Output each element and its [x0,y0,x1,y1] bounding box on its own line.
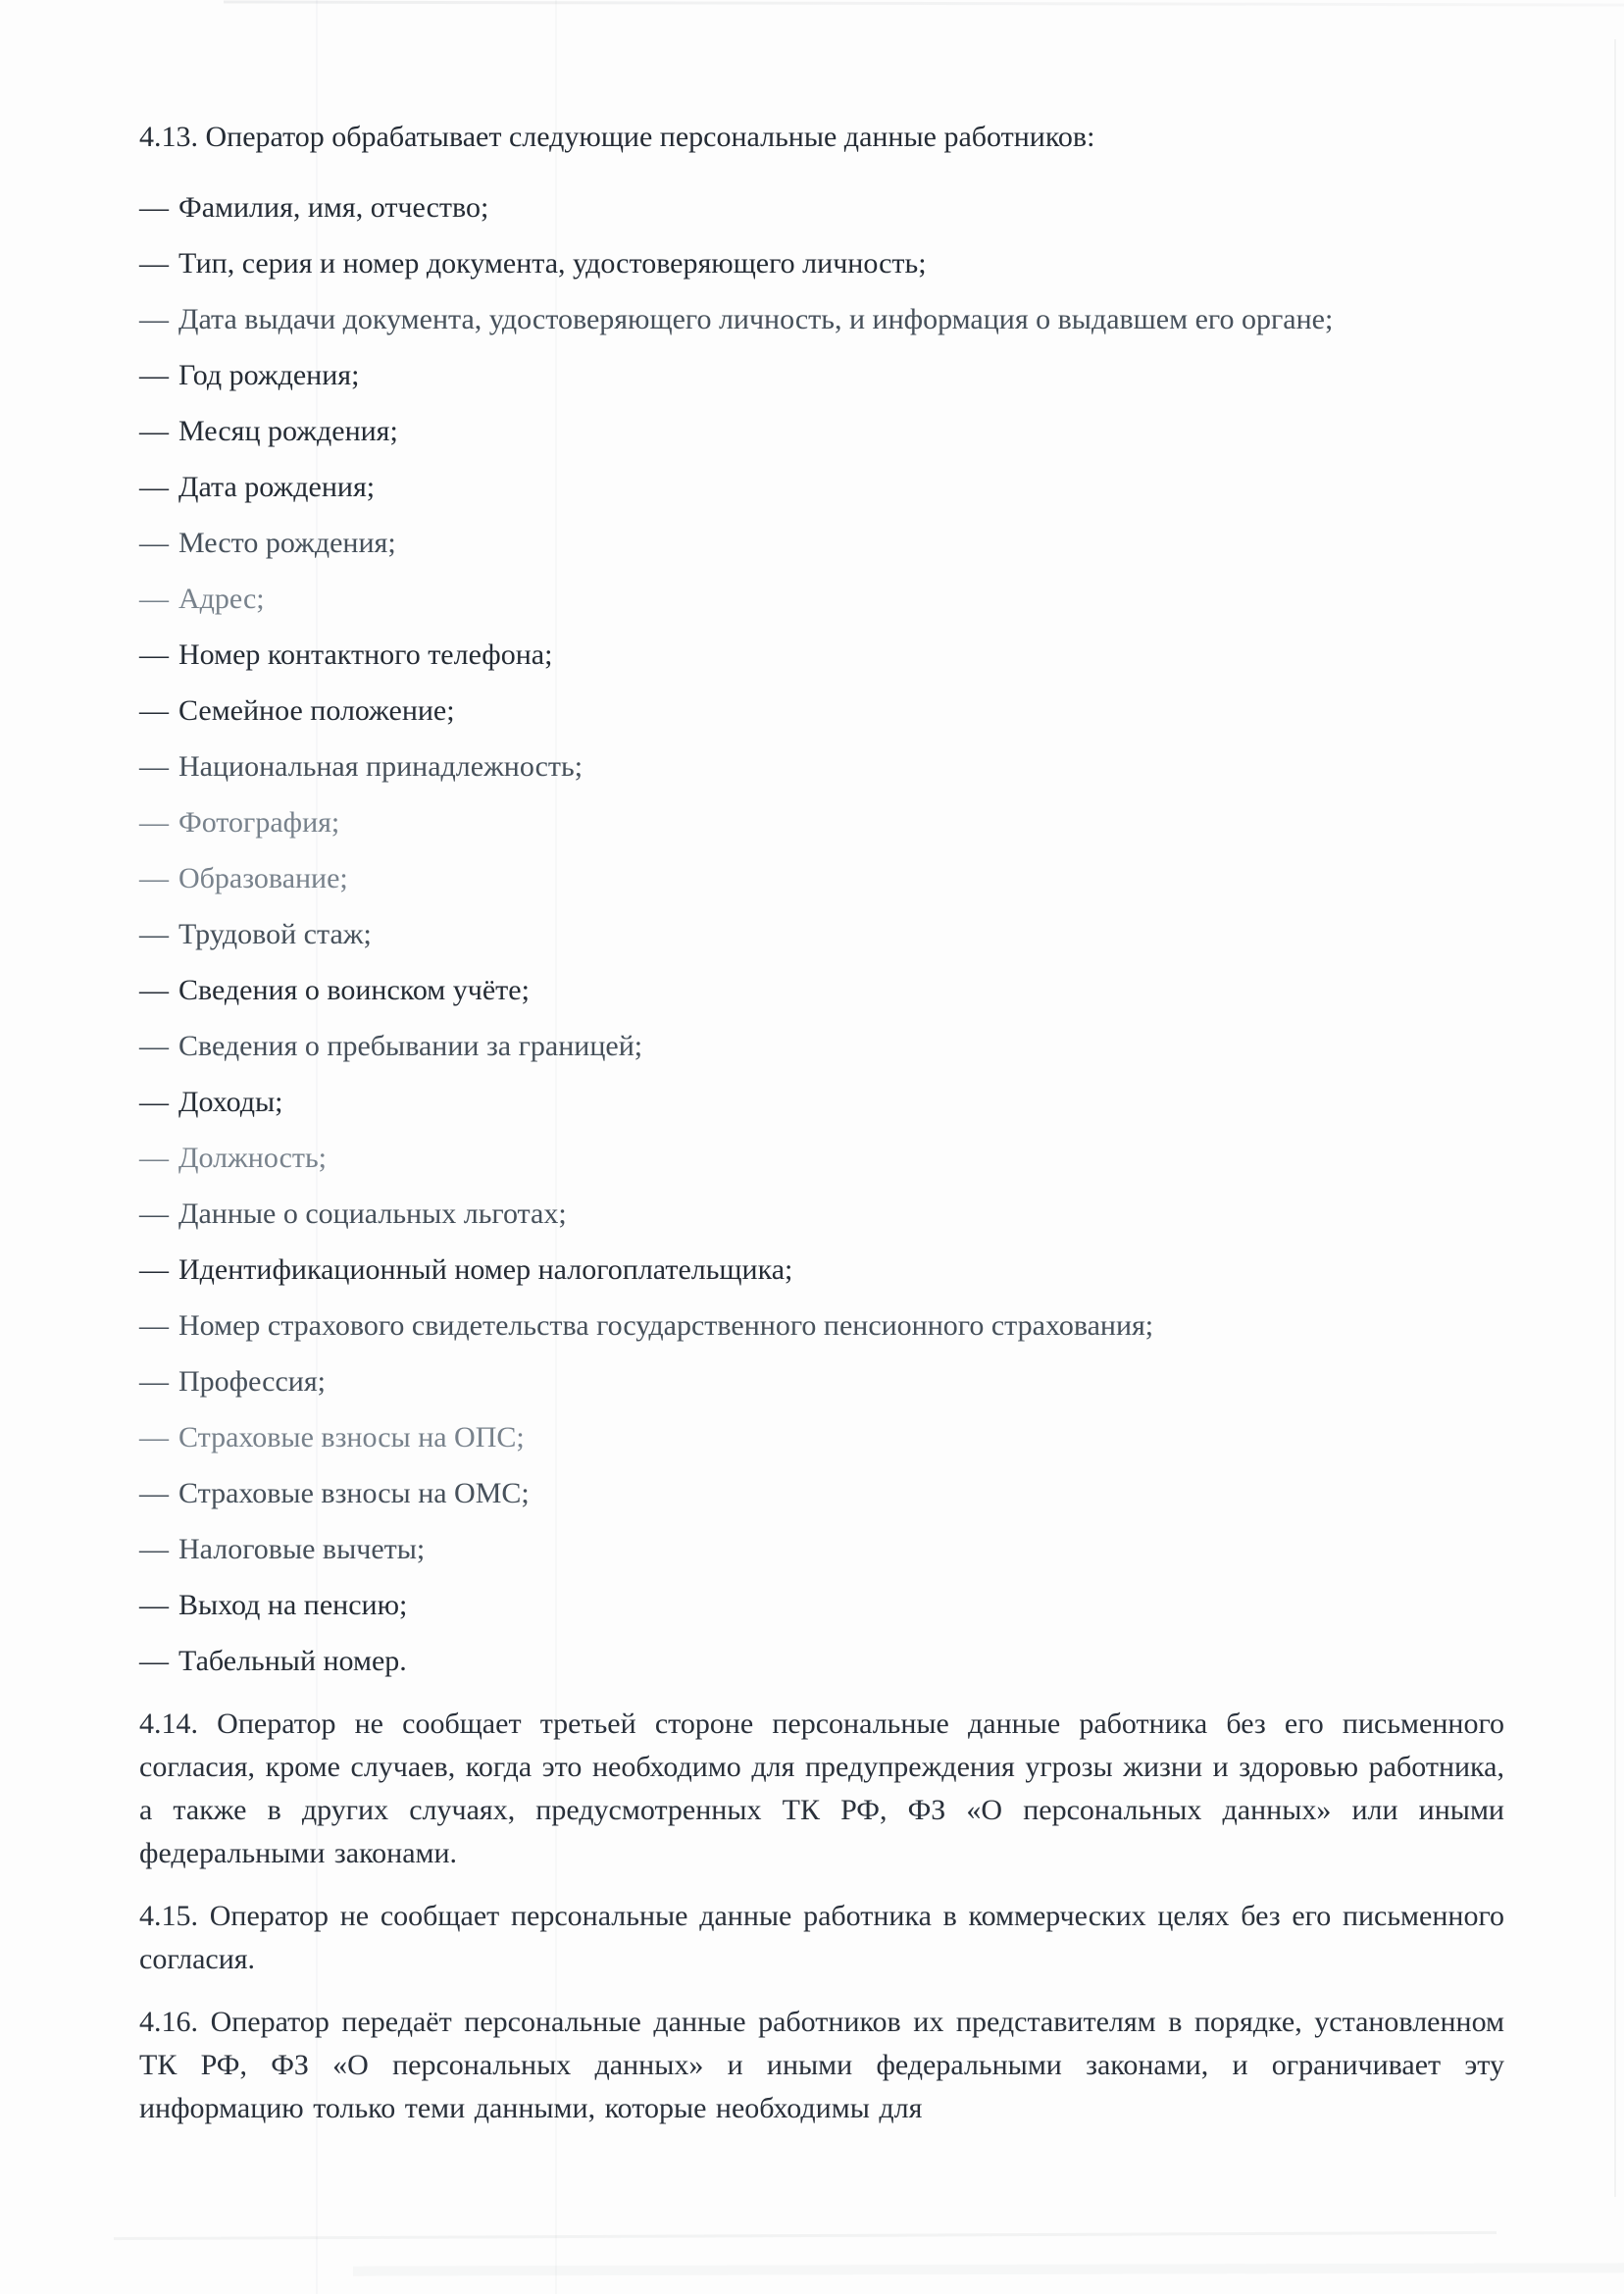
dash-marker: — [139,750,169,783]
scan-artifact-bottom-edge [114,2231,1497,2240]
list-item-text: Выход на пенсию; [178,1589,408,1621]
list-item [139,1304,1504,1348]
list-item-text: Номер страхового свидетельства государственного пенсионного страхования; [178,1309,1154,1342]
list-item-text: Место рождения; [178,527,396,559]
dash-marker: — [139,1533,169,1565]
list-item [139,578,1504,621]
list-item [139,466,1504,509]
clause-text: Оператор передаёт персональные данные работников их представителям в порядке, установленном ТК РФ, ФЗ «О персональных данных» и иными федеральными законами, и ограничивает эту информацию только теми данными, которые необходимы для [139,2006,1505,2124]
dash-marker: — [139,583,169,615]
clause-4-15 [139,1895,1504,1981]
list-item [139,354,1504,397]
clause-number: 4.13. [139,121,198,153]
list-item-text: Номер контактного телефона; [178,638,553,671]
clause-number: 4.14. [139,1708,198,1740]
list-item-text: Сведения о пребывании за границей; [178,1030,643,1062]
list-item [139,1584,1504,1627]
dash-marker: — [139,638,169,671]
list-item [139,186,1504,229]
dash-marker: — [139,1198,169,1230]
list-item [139,522,1504,565]
list-item-text: Табельный номер. [178,1645,407,1677]
scan-artifact-bottom-edge [353,2263,1624,2275]
clause-number: 4.16. [139,2006,198,2038]
list-item-text: Национальная принадлежность; [178,750,584,783]
dash-marker: — [139,974,169,1006]
scan-artifact-top-edge [224,1,1624,7]
clause-number: 4.15. [139,1900,198,1932]
list-item [139,1640,1504,1683]
dash-marker: — [139,1030,169,1062]
list-item-text: Фамилия, имя, отчество; [178,191,489,224]
list-item [139,634,1504,677]
dash-marker: — [139,1421,169,1453]
list-item [139,1249,1504,1292]
list-item-text: Месяц рождения; [178,415,398,447]
dash-marker: — [139,415,169,447]
list-item [139,801,1504,844]
dash-marker: — [139,1253,169,1286]
list-item-text: Адрес; [178,583,265,615]
list-item [139,745,1504,789]
list-item-text: Идентификационный номер налогоплательщика; [178,1253,793,1286]
list-item [139,410,1504,453]
dash-marker: — [139,918,169,950]
dash-marker: — [139,359,169,391]
dash-marker: — [139,1477,169,1509]
dash-marker: — [139,1142,169,1174]
list-item-text: Профессия; [178,1365,326,1398]
dash-marker: — [139,1645,169,1677]
list-item [139,242,1504,285]
scan-artifact-right-edge [1614,39,1616,2197]
list-item [139,857,1504,900]
list-item [139,1472,1504,1515]
list-item-text: Доходы; [178,1086,283,1118]
list-item-text: Семейное положение; [178,694,455,727]
list-item-text: Фотография; [178,806,340,839]
list-item-text: Страховые взносы на ОМС; [178,1477,530,1509]
clause-4-16 [139,2001,1504,2130]
dash-marker: — [139,1589,169,1621]
dash-marker: — [139,191,169,224]
list-item-text: Год рождения; [178,359,360,391]
dash-marker: — [139,1365,169,1398]
list-item [139,969,1504,1012]
section-4-13-heading [139,116,1504,159]
list-item-text: Тип, серия и номер документа, удостоверяющего личность; [178,247,927,280]
list-item-text: Дата рождения; [178,471,376,503]
list-item [139,913,1504,956]
list-item-text: Сведения о воинском учёте; [178,974,530,1006]
list-item [139,689,1504,733]
list-item [139,1416,1504,1459]
list-item-text: Трудовой стаж; [178,918,372,950]
list-item [139,1081,1504,1124]
clause-text: Оператор обрабатывает следующие персональные данные работников: [205,121,1095,153]
list-item [139,1193,1504,1236]
dash-marker: — [139,694,169,727]
dash-marker: — [139,806,169,839]
dash-marker: — [139,1086,169,1118]
dash-marker: — [139,527,169,559]
dash-marker: — [139,303,169,335]
list-item [139,1528,1504,1571]
list-item [139,1360,1504,1403]
clause-4-14 [139,1703,1504,1875]
list-item-text: Данные о социальных льготах; [178,1198,567,1230]
list-item-text: Дата выдачи документа, удостоверяющего личность, и информация о выдавшем его органе; [178,303,1334,335]
dash-marker: — [139,1309,169,1342]
list-item-text: Образование; [178,862,348,894]
clause-text: Оператор не сообщает персональные данные работника в коммерческих целях без его письменного согласия. [139,1900,1505,1975]
personal-data-list [139,186,1504,1683]
dash-marker: — [139,862,169,894]
dash-marker: — [139,247,169,280]
list-item [139,1137,1504,1180]
page-text-column [139,116,1504,2130]
dash-marker: — [139,471,169,503]
list-item-text: Страховые взносы на ОПС; [178,1421,525,1453]
list-item [139,1025,1504,1068]
clause-text: Оператор не сообщает третьей стороне персональные данные работника без его письменного согласия, кроме случаев, когда это необходимо для предупреждения угрозы жизни и здоровью работника, а также в других случаях, предусмотренных ТК РФ, ФЗ «О персональных данных» или иными федеральными законами. [139,1708,1504,1869]
list-item-text: Налоговые вычеты; [178,1533,426,1565]
list-item-text: Должность; [178,1142,328,1174]
list-item [139,298,1504,341]
